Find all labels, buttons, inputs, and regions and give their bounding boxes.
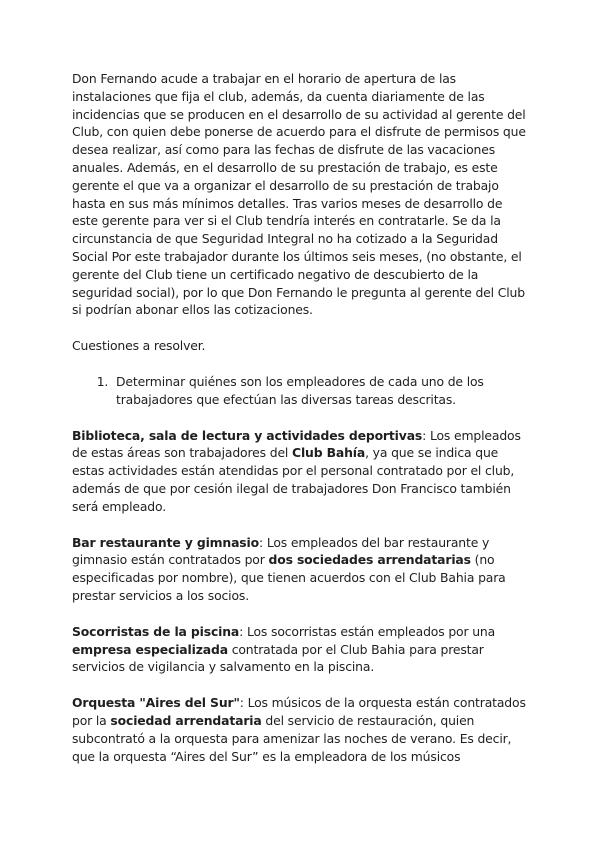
section-emphasis: Club Bahía <box>292 445 366 461</box>
section-text: : Los músicos de la orquesta están contratados por la <box>72 695 526 728</box>
section-text: contratada por el Club Bahia para prestar servicios de vigilancia y salvamento en la piscina. <box>72 641 484 675</box>
questions-list <box>72 373 530 409</box>
section-heading: Orquesta "Aires del Sur" <box>72 695 240 711</box>
section-heading: Biblioteca, sala de lectura y actividades deportivas <box>72 427 423 443</box>
section-text: : Los socorristas están empleados por una <box>239 623 496 639</box>
section-emphasis: dos sociedades arrendatarias <box>268 552 471 568</box>
section-text: (no especificadas por nombre), que tienen acuerdos con el Club Bahia para prestar servicios a los socios. <box>72 552 506 603</box>
section-biblioteca <box>72 427 530 516</box>
questions-title: Cuestiones a resolver. <box>72 338 206 354</box>
section-bar <box>72 534 530 605</box>
section-heading: Socorristas de la piscina <box>72 623 240 639</box>
section-text: , ya que se indica que estas actividades están atendidas por el personal contratado por el club, además de que por cesión ilegal de trabajadores Don Francisco también será empleado. <box>72 445 515 514</box>
section-socorristas <box>72 623 530 676</box>
section-text: : Los empleados del bar restaurante y gimnasio están contratados por <box>72 534 490 568</box>
question-item: 1. Determinar quiénes son los empleadores de cada uno de los trabajadores que efectúan las diversas tareas descritas. <box>112 373 530 409</box>
intro-paragraph: Don Fernando acude a trabajar en el horario de apertura de las instalaciones que fija el club, además, da cuenta diariamente de las incidencias que se producen en el desarrollo de su actividad al gerente del Club, con quien debe ponerse de acuerdo para el disfrute de permisos que desea realizar, así como para las fechas de disfrute de las vacaciones anuales. Además, en el desarrollo de su prestación de trabajo, es este gerente el que va a organizar el desarrollo de su prestación de trabajo hasta en sus más mínimos detalles. Tras varios meses de desarrollo de este gerente para ver si el Club tendría interés en contratarle. Se da la circunstancia de que Seguridad Integral no ha cotizado a la Seguridad Social Por este trabajador durante los últimos seis meses, (no obstante, el gerente del Club tiene un certificado negativo de descubierto de la seguridad social), por lo que Don Fernando le pregunta al gerente del Club si podrían abonar ellos las cotizaciones. <box>72 71 526 318</box>
section-emphasis: empresa especializada <box>72 641 228 657</box>
section-heading: Bar restaurante y gimnasio <box>72 534 259 550</box>
section-text: del servicio de restauración, quien subcontrató a la orquesta para amenizar las noches de verano. Es decir, que la orquesta “Aires del Sur” es la empleadora de los músicos <box>72 712 512 764</box>
section-orquesta <box>72 694 530 765</box>
section-emphasis: sociedad arrendataria <box>110 712 262 728</box>
section-text: : Los empleados de estas áreas son trabajadores del <box>72 427 521 461</box>
